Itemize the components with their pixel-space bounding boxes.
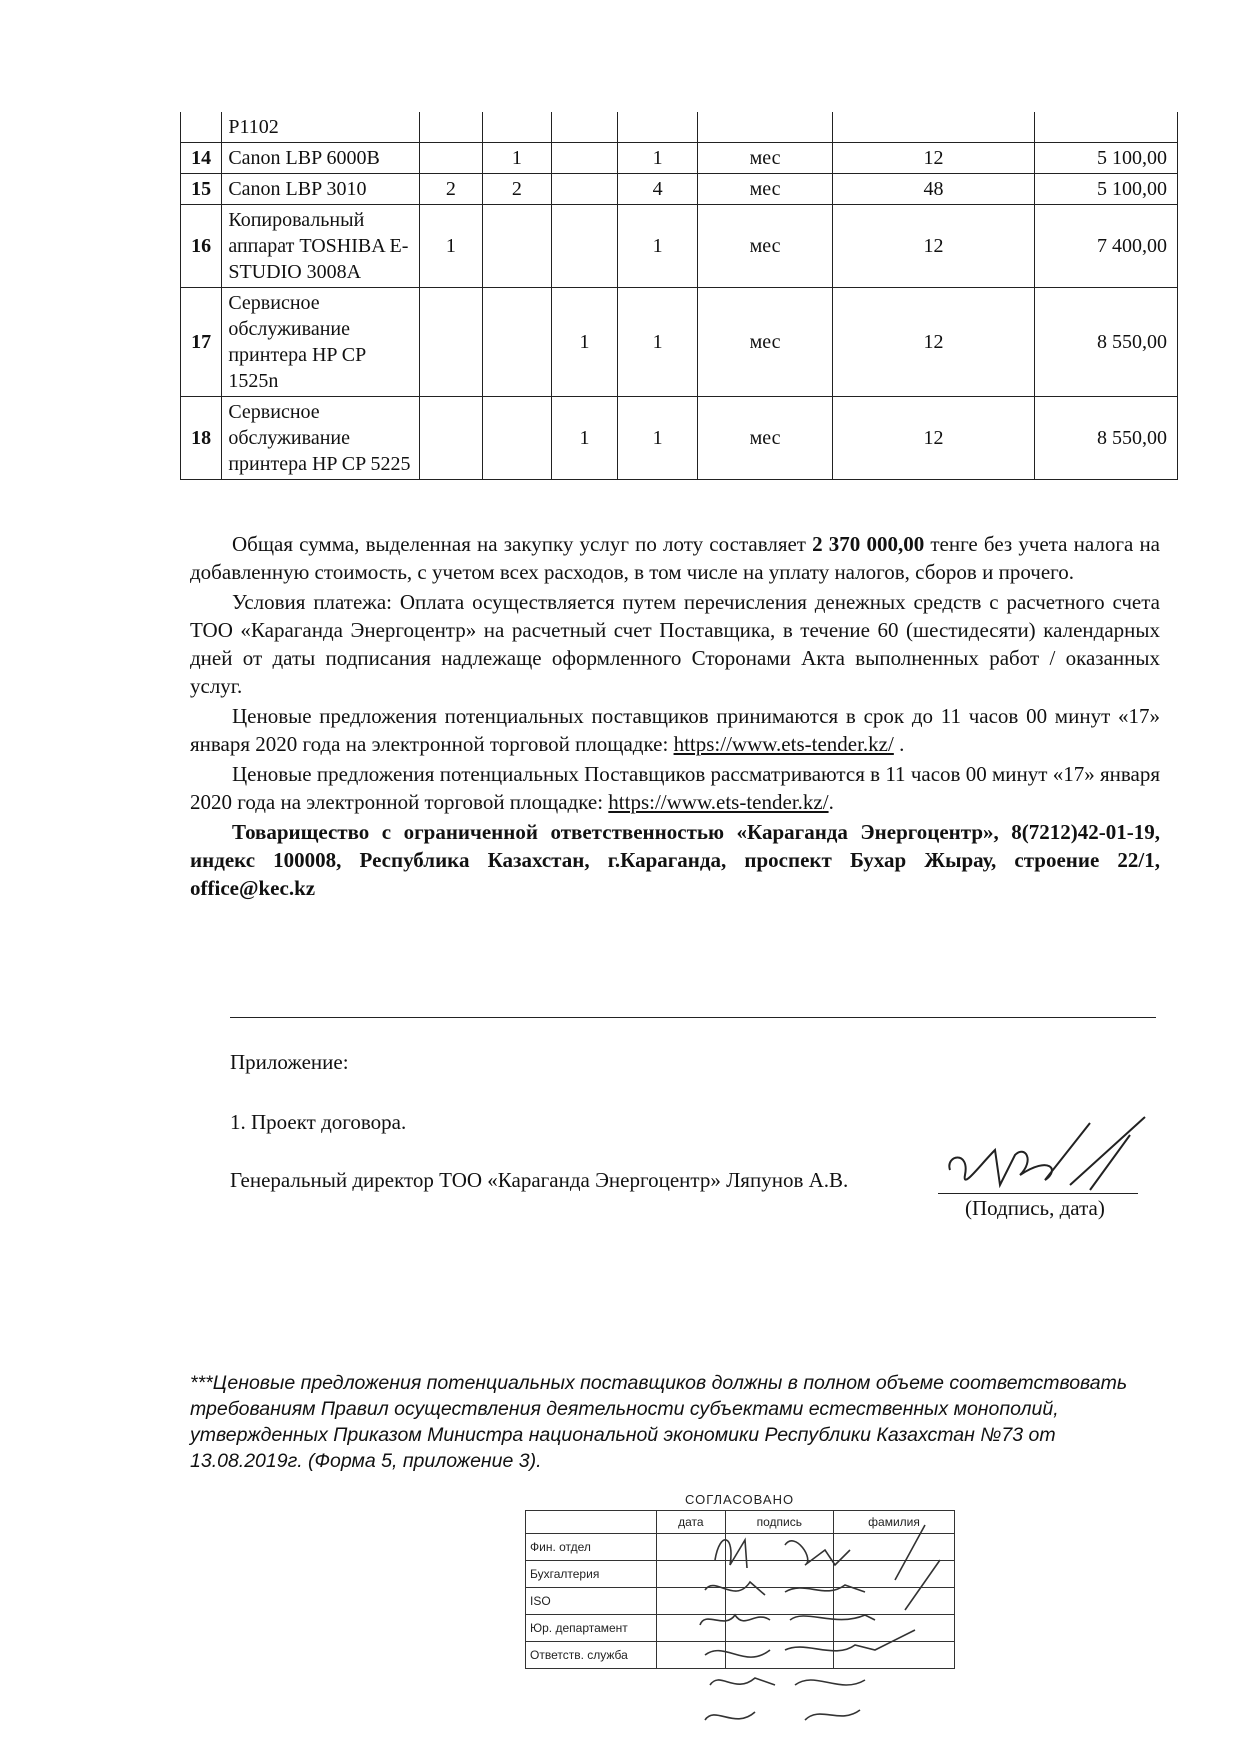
table-cell-qty: 1 (618, 205, 698, 288)
appendix-item: 1. Проект договора. (230, 1110, 407, 1134)
table-cell-unit: мес (698, 174, 833, 205)
table-cell-qty: 4 (618, 174, 698, 205)
table-cell-name: Сервисное обслуживание принтера HP CP 1525n (222, 288, 419, 397)
table-row (181, 143, 1178, 174)
table-cell-qty: 1 (618, 143, 698, 174)
table-cell-c1 (419, 143, 482, 174)
table-cell-qty: 1 (618, 397, 698, 480)
table-cell-price (1034, 112, 1177, 143)
table-cell-c2 (482, 397, 551, 480)
total-amount: 2 370 000,00 (812, 532, 925, 556)
director-line: Генеральный директор ТОО «Караганда Энергоцентр» Ляпунов А.В. (230, 1168, 849, 1192)
table-cell-months: 12 (833, 143, 1035, 174)
total-paragraph: Общая сумма, выделенная на закупку услуг по лоту составляет 2 370 000,00 тенге без учета налога на добавленную стоимость, с учетом всех расходов, в том числе на уплату налогов, сборов и прочего. (190, 532, 1161, 584)
table-row (181, 205, 1178, 288)
table-cell-name: P1102 (222, 112, 419, 143)
table-cell-unit: мес (698, 143, 833, 174)
table-cell-c3 (551, 112, 617, 143)
stamp-row-finance: Фин. отдел (526, 1534, 657, 1561)
table-cell-name: Копировальный аппарат TOSHIBA E-STUDIO 3008A (222, 205, 419, 288)
table-cell-price: 8 550,00 (1034, 288, 1177, 397)
table-cell-unit: мес (698, 288, 833, 397)
stamp-header-signature: подпись (725, 1511, 833, 1534)
table-cell-months: 48 (833, 174, 1035, 205)
table-cell-c1 (419, 112, 482, 143)
company-details: Товарищество с ограниченной ответственностью «Караганда Энергоцентр», 8(7212)42-01-19, индекс 100008, Республика Казахстан, г.Караганда, проспект Бухар Жырау, строение 22/1, office@kec.kz (190, 820, 1160, 900)
table-cell-name: Canon LBP 6000B (222, 143, 419, 174)
table-cell-months: 12 (833, 288, 1035, 397)
table-row (181, 112, 1178, 143)
table-cell-c2: 2 (482, 174, 551, 205)
stamp-header-blank (526, 1511, 657, 1534)
tender-link-2[interactable]: https://www.ets-tender.kz/ (608, 790, 829, 814)
approval-signatures (675, 1520, 945, 1740)
table-cell-price: 8 550,00 (1034, 397, 1177, 480)
stamp-row-legal: Юр. департамент (526, 1615, 657, 1642)
table-cell-months: 12 (833, 205, 1035, 288)
table-cell-c1: 2 (419, 174, 482, 205)
table-cell-num: 15 (181, 174, 222, 205)
stamp-header-date: дата (657, 1511, 726, 1534)
table-cell-price: 5 100,00 (1034, 174, 1177, 205)
stamp-row-iso: ISO (526, 1588, 657, 1615)
stamp-header-surname: фамилия (834, 1511, 955, 1534)
table-row (181, 288, 1178, 397)
table-cell-months (833, 112, 1035, 143)
table-cell-c2: 1 (482, 143, 551, 174)
table-row (181, 174, 1178, 205)
accept-paragraph: Ценовые предложения потенциальных поставщиков принимаются в срок до 11 часов 00 минут «17» января 2020 года на электронной торговой площадке: https://www.ets-tender.kz/ . (190, 704, 1160, 756)
table-cell-c1 (419, 397, 482, 480)
approval-stamp (525, 1492, 955, 1742)
table-cell-unit (698, 112, 833, 143)
table-cell-num: 14 (181, 143, 222, 174)
table-cell-c3: 1 (551, 397, 617, 480)
body-text (190, 530, 1160, 904)
table-cell-c3 (551, 174, 617, 205)
table-cell-num: 18 (181, 397, 222, 480)
table-cell-num: 17 (181, 288, 222, 397)
table-cell-c3: 1 (551, 288, 617, 397)
review-paragraph: Ценовые предложения потенциальных Поставщиков рассматриваются в 11 часов 00 минут «17» января 2020 года на электронной торговой площадке: https://www.ets-tender.kz/. (190, 762, 1160, 814)
stamp-row-accounting: Бухгалтерия (526, 1561, 657, 1588)
table-cell-c3 (551, 205, 617, 288)
services-table (180, 112, 1178, 480)
table-cell-qty: 1 (618, 288, 698, 397)
table-cell-c2 (482, 288, 551, 397)
table-cell-c1 (419, 288, 482, 397)
director-signature (940, 1115, 1160, 1200)
divider (230, 1017, 1156, 1018)
table-cell-qty (618, 112, 698, 143)
table-cell-c2 (482, 112, 551, 143)
table-cell-c1: 1 (419, 205, 482, 288)
signature-caption: (Подпись, дата) (965, 1196, 1105, 1220)
table-cell-c3 (551, 143, 617, 174)
table-cell-price: 7 400,00 (1034, 205, 1177, 288)
table-row (181, 397, 1178, 480)
table-cell-unit: мес (698, 397, 833, 480)
footnote: ***Ценовые предложения потенциальных поставщиков должны в полном объеме соответствовать требованиям Правил осуществления деятельности субъектами естественных монополий, утвержденных Приказом Министра национальной экономики Республики Казахстан №73 от 13.08.2019г. (Форма 5, приложение 3). (190, 1372, 1128, 1472)
stamp-title: СОГЛАСОВАНО (685, 1492, 795, 1507)
stamp-row-responsible: Ответств. служба (526, 1642, 657, 1669)
payment-terms: Условия платежа: Оплата осуществляется путем перечисления денежных средств с расчетного счета ТОО «Караганда Энергоцентр» на расчетный счет Поставщика, в течение 60 (шестидесяти) календарных дней от даты подписания надлежаще оформленного Сторонами Акта выполненных работ / оказанных услуг. (190, 590, 1160, 698)
tender-link[interactable]: https://www.ets-tender.kz/ (673, 732, 894, 756)
table-cell-c2 (482, 205, 551, 288)
table-cell-num (181, 112, 222, 143)
table-cell-months: 12 (833, 397, 1035, 480)
table-cell-unit: мес (698, 205, 833, 288)
appendix-title: Приложение: (230, 1050, 349, 1074)
table-cell-num: 16 (181, 205, 222, 288)
table-cell-name: Canon LBP 3010 (222, 174, 419, 205)
table-cell-price: 5 100,00 (1034, 143, 1177, 174)
table-cell-name: Сервисное обслуживание принтера HP CP 5225 (222, 397, 419, 480)
